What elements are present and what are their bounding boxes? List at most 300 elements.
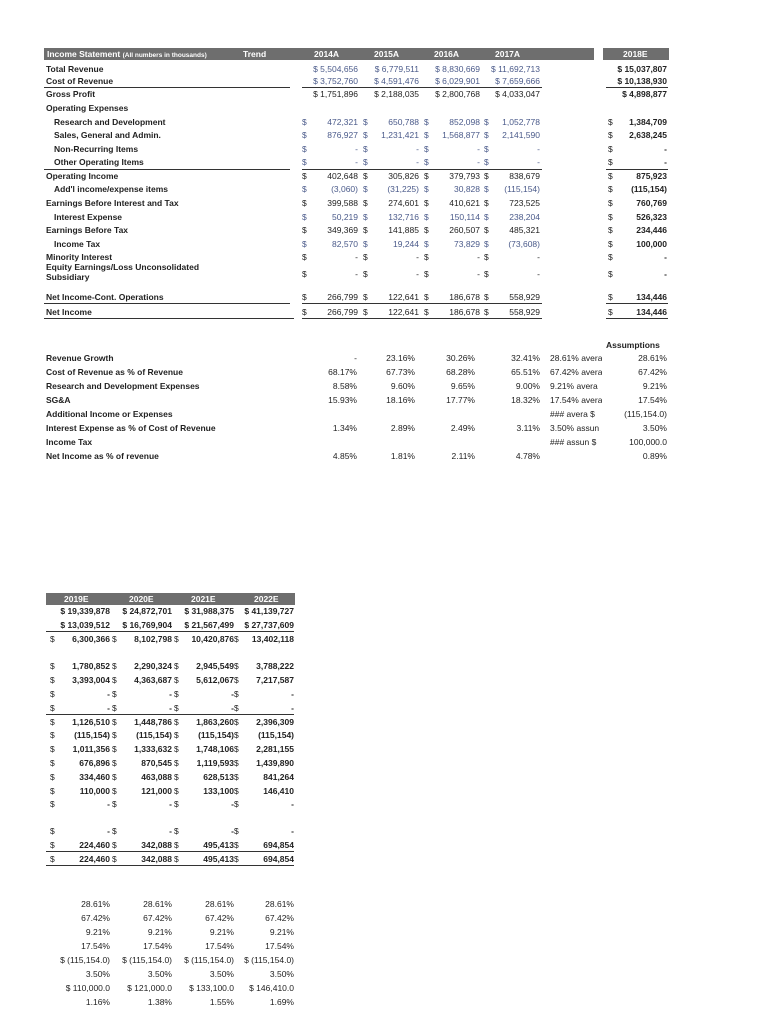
fa-row-3-val-0: 17.54% [81,941,110,951]
is-row-label-17: Net Income [46,307,92,317]
fc-row-6-val-0: - [107,689,110,699]
is-row-label-8: Operating Income [46,171,119,181]
fc-row-11-val-2: 1,119,593 [196,758,234,768]
fc-row-12-val-1: 463,088 [141,772,172,782]
fc-row-12-val-2: 628,513 [203,772,234,782]
is-row-15-dollar-3: $ [484,269,489,279]
fc-row-13-val-0: 110,000 [79,786,110,796]
is-row-16-dollar-2: $ [424,292,429,302]
is-row-7-dollar-2: $ [424,157,429,167]
fc-row-8-dollar-2: $ [174,717,179,727]
is-row-12-val-1: 141,885 [388,225,419,235]
fc-row-14-val-0: - [107,799,110,809]
fc-row-5-dollar-0: $ [50,675,55,685]
fa-row-2-val-2: 9.21% [209,927,234,937]
as-row-0-val-1: 23.16% [386,353,415,363]
is-row-6-val-3: - [537,144,540,154]
fc-row-9-val-3: (115,154) [258,730,294,740]
fc-row-10-val-1: 1,333,632 [134,744,172,754]
is-row-label-16: Net Income-Cont. Operations [46,292,164,302]
is-row-2-val-3: $ 4,033,047 [495,89,540,99]
fc-row-15-val-1: - [169,826,172,836]
is-row-label-13: Income Tax [54,239,101,249]
fc-row-15-val-2: - [231,826,234,836]
is-row-11-val-1: 132,716 [388,212,419,222]
fc-row-16-dollar-1: $ [112,840,117,850]
is-row-1-2018: $ 10,138,930 [617,76,667,86]
as-row-6-note: ### assun $ [550,437,597,447]
fc-row-17-dollar-3: $ [234,854,239,864]
is-row-17-val-2: 186,678 [449,307,480,317]
as-row-7-val-1: 1.81% [390,451,415,461]
is-row-16-dollar-3: $ [484,292,489,302]
fc-row-12-dollar-1: $ [112,772,117,782]
is-row-5-dollar-1: $ [363,130,368,140]
fc-row-5-dollar-3: $ [234,675,239,685]
rule-net-cont-2018 [606,303,668,304]
as-row-2-2018: 9.21% [642,381,667,391]
is-row-8-dollar-2: $ [424,171,429,181]
rule-gross-profit [302,87,542,88]
as-row-5-val-0: 1.34% [332,423,357,433]
is-row-12-2018-dollar: $ [608,225,613,235]
is-row-10-val-3: 723,525 [509,198,540,208]
is-row-4-val-0: 472,321 [327,117,358,127]
fa-row-2-val-3: 9.21% [269,927,294,937]
fc-row-17-val-3: 694,854 [263,854,294,864]
fc-row-8-dollar-1: $ [112,717,117,727]
is-row-4-dollar-0: $ [302,117,307,127]
fc-row-8-val-1: 1,448,786 [134,717,172,727]
is-row-15-dollar-1: $ [363,269,368,279]
fc-row-13-dollar-2: $ [174,786,179,796]
is-row-15-val-2: - [477,269,480,279]
fc-row-16-dollar-2: $ [174,840,179,850]
fc-row-12-dollar-3: $ [234,772,239,782]
is-row-7-val-2: - [477,157,480,167]
is-row-6-val-0: - [355,144,358,154]
is-row-0-2018: $ 15,037,807 [617,64,667,74]
header-year-2014: 2014A [314,49,340,59]
fc-row-8-val-0: 1,126,510 [72,717,110,727]
is-row-13-2018: 100,000 [636,239,667,249]
is-row-1-val-3: $ 7,659,666 [495,76,540,86]
as-row-7-val-3: 4.78% [515,451,540,461]
fc-row-2-val-3: 13,402,118 [251,634,294,644]
rule-net-cont [302,303,542,304]
is-row-9-dollar-0: $ [302,184,307,194]
is-row-14-val-3: - [537,252,540,262]
is-row-5-val-2: 1,568,877 [442,130,480,140]
fc-row-11-val-3: 1,439,890 [256,758,294,768]
is-row-13-val-1: 19,244 [393,239,419,249]
is-row-4-val-3: 1,052,778 [502,117,540,127]
fc-row-17-dollar-1: $ [112,854,117,864]
is-row-label-4: Research and Development [54,117,166,127]
header-title-text: Income Statement [47,49,121,59]
is-row-8-val-3: 838,679 [509,171,540,181]
is-row-15-2018-dollar: $ [608,269,613,279]
is-row-16-2018-dollar: $ [608,292,613,302]
is-row-4-2018-dollar: $ [608,117,613,127]
fa-row-1-val-0: 67.42% [81,913,110,923]
is-row-11-dollar-1: $ [363,212,368,222]
fc-row-7-dollar-3: $ [234,703,239,713]
is-row-13-dollar-0: $ [302,239,307,249]
as-row-7-val-2: 2.11% [451,451,475,461]
fa-row-5-val-3: 3.50% [269,969,294,979]
fc-row-4-val-1: 2,290,324 [134,661,172,671]
is-row-10-dollar-0: $ [302,198,307,208]
rule-left-label-net [44,303,290,304]
is-row-7-dollar-1: $ [363,157,368,167]
is-row-label-9: Add'l income/expense items [54,184,168,194]
fc-row-12-val-0: 334,460 [79,772,110,782]
is-row-6-2018-dollar: $ [608,144,613,154]
is-row-6-dollar-2: $ [424,144,429,154]
is-row-8-dollar-0: $ [302,171,307,181]
fa-row-5-val-0: 3.50% [85,969,110,979]
is-row-8-val-2: 379,793 [449,171,480,181]
is-row-11-val-3: 238,204 [509,212,540,222]
fc-row-0-val-1: $ 24,872,701 [122,606,172,616]
as-row-5-val-1: 2.89% [390,423,415,433]
as-row-5-note: 3.50% assun [550,423,600,433]
header-title-note: (All numbers in thousands) [122,52,207,59]
fc-row-16-dollar-0: $ [50,840,55,850]
forecast-year-2019: 2019E [64,594,89,604]
is-row-8-val-1: 305,826 [388,171,419,181]
is-row-14-dollar-1: $ [363,252,368,262]
fa-row-7-val-2: 1.55% [209,997,234,1007]
is-row-13-2018-dollar: $ [608,239,613,249]
forecast-year-2022: 2022E [254,594,279,604]
fc-row-15-dollar-2: $ [174,826,179,836]
fa-row-4-val-1: $ (115,154.0) [122,955,172,965]
is-row-6-dollar-0: $ [302,144,307,154]
fa-row-1-val-2: 67.42% [205,913,234,923]
is-row-10-dollar-2: $ [424,198,429,208]
is-row-4-val-2: 852,098 [449,117,480,127]
is-row-13-dollar-3: $ [484,239,489,249]
is-row-label-7: Other Operating Items [54,157,144,167]
fc-row-13-val-2: 133,100 [203,786,234,796]
is-row-12-val-0: 349,369 [327,225,358,235]
fa-row-7-val-1: 1.38% [147,997,172,1007]
fc-row-17-val-0: 224,460 [79,854,110,864]
fc-row-7-val-2: - [231,703,234,713]
fa-row-1-val-1: 67.42% [143,913,172,923]
fc-row-6-dollar-1: $ [112,689,117,699]
is-row-4-dollar-2: $ [424,117,429,127]
fc-row-10-dollar-3: $ [234,744,239,754]
is-row-9-val-2: 30,828 [454,184,480,194]
fc-row-8-val-2: 1,863,260 [196,717,234,727]
as-row-3-val-0: 15.93% [328,395,357,405]
is-row-0-val-3: $ 11,692,713 [491,64,540,74]
fc-row-5-val-1: 4,363,687 [134,675,172,685]
fc-row-14-dollar-0: $ [50,799,55,809]
is-row-8-2018-dollar: $ [608,171,613,181]
fc-row-11-dollar-3: $ [234,758,239,768]
as-row-5-val-2: 2.49% [450,423,475,433]
fc-row-6-dollar-2: $ [174,689,179,699]
fc-row-1-val-2: $ 21,567,499 [184,620,234,630]
as-row-6-2018: 100,000.0 [629,437,667,447]
is-row-13-dollar-1: $ [363,239,368,249]
fc-row-2-val-1: 8,102,798 [134,634,172,644]
is-row-5-2018: 2,638,245 [629,130,667,140]
fc-row-6-dollar-3: $ [234,689,239,699]
assumptions-title: Assumptions [606,340,660,350]
fa-row-0-val-3: 28.61% [265,899,294,909]
fc-row-10-val-2: 1,748,106 [196,744,234,754]
is-row-17-dollar-1: $ [363,307,368,317]
is-row-0-val-0: $ 5,504,656 [313,64,358,74]
as-row-0-val-2: 30.26% [446,353,475,363]
fc-row-5-val-0: 3,393,004 [72,675,110,685]
is-row-4-dollar-1: $ [363,117,368,127]
fa-row-2-val-0: 9.21% [85,927,110,937]
is-row-2-2018: $ 4,898,877 [622,89,667,99]
is-row-4-dollar-3: $ [484,117,489,127]
fc-row-6-val-1: - [169,689,172,699]
is-row-label-10: Earnings Before Interest and Tax [46,198,179,208]
fc-rule-op [46,714,294,715]
fa-row-4-val-0: $ (115,154.0) [60,955,110,965]
fc-row-4-dollar-0: $ [50,661,55,671]
fa-row-6-val-3: $ 146,410.0 [249,983,294,993]
fc-row-14-dollar-1: $ [112,799,117,809]
is-row-label-15: Equity Earnings/Loss Unconsolidated Subsidiary [46,262,200,282]
is-row-17-2018-dollar: $ [608,307,613,317]
fc-row-9-dollar-2: $ [174,730,179,740]
as-row-7-2018: 0.89% [642,451,667,461]
is-row-12-dollar-3: $ [484,225,489,235]
fc-row-14-val-3: - [291,799,294,809]
fc-row-4-dollar-3: $ [234,661,239,671]
is-row-13-dollar-2: $ [424,239,429,249]
is-row-2-val-0: $ 1,751,896 [313,89,358,99]
is-row-13-val-2: 73,829 [454,239,480,249]
as-row-label-6: Income Tax [46,437,93,447]
is-row-2-val-1: $ 2,188,035 [374,89,419,99]
fc-row-11-val-0: 676,896 [79,758,110,768]
fc-row-15-val-0: - [107,826,110,836]
rule-operating [302,169,542,170]
is-row-7-val-1: - [416,157,419,167]
is-row-10-val-0: 399,588 [327,198,358,208]
fa-row-3-val-1: 17.54% [143,941,172,951]
is-row-5-val-3: 2,141,590 [502,130,540,140]
is-row-7-2018-dollar: $ [608,157,613,167]
fa-row-4-val-2: $ (115,154.0) [184,955,234,965]
forecast-year-2021: 2021E [191,594,216,604]
fc-row-14-dollar-2: $ [174,799,179,809]
as-row-label-2: Research and Development Expenses [46,381,200,391]
fa-row-0-val-0: 28.61% [81,899,110,909]
fc-row-9-val-0: (115,154) [74,730,110,740]
fc-row-16-val-1: 342,088 [141,840,172,850]
as-row-2-val-1: 9.60% [390,381,415,391]
fc-row-0-val-0: $ 19,339,878 [60,606,110,616]
is-row-13-val-3: (73,608) [508,239,540,249]
is-row-5-dollar-0: $ [302,130,307,140]
fc-row-11-val-1: 870,545 [141,758,172,768]
is-row-6-val-1: - [416,144,419,154]
is-row-4-val-1: 650,788 [388,117,419,127]
is-row-8-val-0: 402,648 [327,171,358,181]
fc-row-7-dollar-2: $ [174,703,179,713]
fc-row-8-val-3: 2,396,309 [256,717,294,727]
fc-row-13-val-1: 121,000 [141,786,172,796]
fc-row-7-dollar-1: $ [112,703,117,713]
fc-row-9-dollar-0: $ [50,730,55,740]
as-row-2-val-3: 9.00% [515,381,540,391]
fa-row-0-val-1: 28.61% [143,899,172,909]
fc-row-16-dollar-3: $ [234,840,239,850]
as-row-0-val-0: - [354,353,357,363]
is-row-5-2018-dollar: $ [608,130,613,140]
header-trend: Trend [243,49,267,59]
is-row-17-dollar-2: $ [424,307,429,317]
is-row-7-val-3: - [537,157,540,167]
as-row-1-note: 67.42% avera [550,367,602,377]
fc-row-12-val-3: 841,264 [263,772,294,782]
fc-row-5-val-3: 7,217,587 [256,675,294,685]
is-row-1-val-2: $ 6,029,901 [435,76,480,86]
is-row-6-val-2: - [477,144,480,154]
rule-gross-profit-2018 [606,87,668,88]
is-row-12-dollar-1: $ [363,225,368,235]
fa-row-4-val-3: $ (115,154.0) [244,955,294,965]
as-row-7-val-0: 4.85% [332,451,357,461]
is-row-0-val-2: $ 8,830,669 [435,64,480,74]
as-row-3-note: 17.54% avera [550,395,602,405]
fc-row-4-val-3: 3,788,222 [256,661,294,671]
is-row-6-dollar-3: $ [484,144,489,154]
fa-row-3-val-2: 17.54% [205,941,234,951]
as-row-3-val-3: 18.32% [511,395,540,405]
header-year-2016: 2016A [434,49,460,59]
is-row-16-val-0: 266,799 [327,292,358,302]
is-row-11-val-2: 150,114 [449,212,480,222]
is-row-11-2018: 526,323 [636,212,667,222]
as-row-label-4: Additional Income or Expenses [46,409,173,419]
is-row-6-2018: - [664,144,667,154]
fc-row-9-dollar-3: $ [234,730,239,740]
is-row-16-val-2: 186,678 [449,292,480,302]
fa-row-7-val-0: 1.16% [85,997,110,1007]
fc-row-14-val-1: - [169,799,172,809]
is-row-8-dollar-1: $ [363,171,368,181]
is-row-8-dollar-3: $ [484,171,489,181]
fc-row-17-val-2: 495,413 [203,854,234,864]
as-row-5-2018: 3.50% [642,423,667,433]
fc-row-4-val-2: 2,945,549 [196,661,234,671]
fa-row-6-val-2: $ 133,100.0 [189,983,234,993]
is-row-13-val-0: 82,570 [332,239,358,249]
fc-row-1-val-0: $ 13,039,512 [60,620,110,630]
header-year-2015: 2015A [374,49,400,59]
fa-row-0-val-2: 28.61% [205,899,234,909]
is-row-17-val-3: 558,929 [509,307,540,317]
fc-row-15-dollar-0: $ [50,826,55,836]
is-row-9-2018-dollar: $ [608,184,613,194]
fc-row-4-dollar-2: $ [174,661,179,671]
is-row-label-0: Total Revenue [46,64,104,74]
is-row-label-1: Cost of Revenue [46,76,114,86]
as-row-label-7: Net Income as % of revenue [46,451,159,461]
fc-row-6-dollar-0: $ [50,689,55,699]
as-row-1-val-0: 68.17% [328,367,357,377]
is-row-4-2018: 1,384,709 [629,117,667,127]
is-row-10-dollar-3: $ [484,198,489,208]
fc-row-8-dollar-3: $ [234,717,239,727]
is-row-16-val-1: 122,641 [388,292,419,302]
is-row-16-dollar-1: $ [363,292,368,302]
fc-row-15-dollar-1: $ [112,826,117,836]
is-row-16-val-3: 558,929 [509,292,540,302]
fc-row-14-val-2: - [231,799,234,809]
is-row-14-val-2: - [477,252,480,262]
as-row-label-1: Cost of Revenue as % of Revenue [46,367,183,377]
is-row-7-dollar-0: $ [302,157,307,167]
is-row-9-val-1: (31,225) [387,184,419,194]
fc-row-4-val-0: 1,780,852 [72,661,110,671]
fc-row-17-val-1: 342,088 [141,854,172,864]
is-row-label-5: Sales, General and Admin. [54,130,161,140]
as-row-label-0: Revenue Growth [46,353,114,363]
header-title [47,48,207,60]
fc-row-6-val-2: - [231,689,234,699]
is-row-6-dollar-1: $ [363,144,368,154]
is-row-14-val-0: - [355,252,358,262]
is-row-2-val-2: $ 2,800,768 [435,89,480,99]
fc-row-8-dollar-0: $ [50,717,55,727]
fc-row-17-dollar-0: $ [50,854,55,864]
is-row-10-val-2: 410,621 [449,198,480,208]
fc-row-11-dollar-0: $ [50,758,55,768]
fc-row-14-dollar-3: $ [234,799,239,809]
as-row-3-2018: 17.54% [638,395,667,405]
is-row-10-2018-dollar: $ [608,198,613,208]
fc-row-2-val-0: 6,300,366 [72,634,110,644]
is-row-11-dollar-2: $ [424,212,429,222]
fc-row-15-dollar-3: $ [234,826,239,836]
is-row-12-dollar-2: $ [424,225,429,235]
fc-rule-gp [46,631,294,632]
as-row-0-val-3: 32.41% [511,353,540,363]
is-row-14-val-1: - [416,252,419,262]
is-row-7-2018: - [664,157,667,167]
fc-row-0-val-2: $ 31,988,375 [184,606,234,616]
fc-row-13-dollar-0: $ [50,786,55,796]
fc-row-7-val-1: - [169,703,172,713]
fc-row-12-dollar-2: $ [174,772,179,782]
as-row-4-2018: (115,154.0) [624,409,667,419]
fc-row-5-dollar-2: $ [174,675,179,685]
fa-row-6-val-0: $ 110,000.0 [65,983,110,993]
fc-row-7-val-0: - [107,703,110,713]
is-row-9-dollar-3: $ [484,184,489,194]
is-row-12-val-2: 260,507 [449,225,480,235]
as-row-3-val-1: 18.16% [386,395,415,405]
is-row-14-dollar-3: $ [484,252,489,262]
is-row-8-2018: 875,923 [636,171,667,181]
fc-row-2-dollar-0: $ [50,634,55,644]
fc-row-10-val-3: 2,281,155 [256,744,294,754]
